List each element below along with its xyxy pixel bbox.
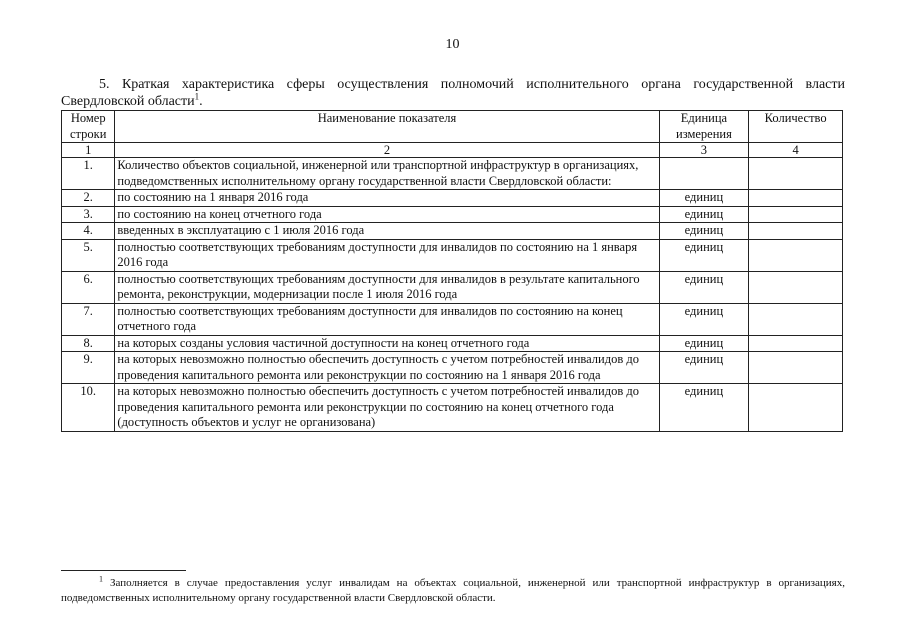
unit-cell: единиц [659,335,749,352]
header-unit: Единица измерения [659,111,749,143]
footnote [61,576,845,606]
unit-cell: единиц [659,352,749,384]
footnote-mark: 1 [99,574,103,584]
quantity-cell[interactable] [749,190,843,207]
section-heading-suffix: . [199,94,203,109]
quantity-cell[interactable] [749,206,843,223]
header-row-number: Номер строки [62,111,115,143]
table-row [62,158,843,190]
indicator-name-cell: полностью соответствующих требованиям доступности для инвалидов в результате капитального ремонта, реконструкции, модернизации после 1 июля 2016 года [115,271,659,303]
table-row [62,335,843,352]
footnote-reference[interactable]: 1 [194,91,200,102]
row-number-cell: 10. [62,384,115,432]
indicators-table [61,110,843,432]
indicator-name-cell: по состоянию на конец отчетного года [115,206,659,223]
quantity-cell[interactable] [749,158,843,190]
table-row [62,223,843,240]
unit-cell: единиц [659,190,749,207]
table-header-row [62,111,843,143]
indicator-name-cell: полностью соответствующих требованиям доступности для инвалидов по состоянию на 1 января 2016 года [115,239,659,271]
unit-cell: единиц [659,223,749,240]
column-number: 3 [659,143,749,158]
row-number-cell: 9. [62,352,115,384]
header-indicator-name: Наименование показателя [115,111,659,143]
column-number: 4 [749,143,843,158]
row-number-cell: 2. [62,190,115,207]
column-number: 2 [115,143,659,158]
table-row [62,190,843,207]
table-row [62,271,843,303]
table-row [62,206,843,223]
indicator-name-cell: на которых невозможно полностью обеспечить доступность с учетом потребностей инвалидов до проведения капитального ремонта или реконструкции по состоянию на 1 января 2016 года [115,352,659,384]
column-number: 1 [62,143,115,158]
unit-cell: единиц [659,206,749,223]
page-number: 10 [445,37,460,52]
indicator-name-cell: на которых невозможно полностью обеспечить доступность с учетом потребностей инвалидов до проведения капитального ремонта или реконструкции по состоянию на конец отчетного года (доступность объектов и услуг не организована) [115,384,659,432]
row-number-cell: 3. [62,206,115,223]
table-row [62,384,843,432]
footnote-text: Заполняется в случае предоставления услуг инвалидам на объектах социальной, инженерной или транспортной инфраструктур в организациях, подведомственных исполнительному органу государственной власти Свердловской области. [61,577,845,604]
header-quantity: Количество [749,111,843,143]
unit-cell: единиц [659,384,749,432]
row-number-cell: 1. [62,158,115,190]
quantity-cell[interactable] [749,384,843,432]
quantity-cell[interactable] [749,335,843,352]
unit-cell: единиц [659,303,749,335]
footnote-divider [61,570,186,571]
unit-cell [659,158,749,190]
row-number-cell: 6. [62,271,115,303]
indicator-name-cell: введенных в эксплуатацию с 1 июля 2016 года [115,223,659,240]
row-number-cell: 5. [62,239,115,271]
section-heading [61,76,845,110]
row-number-cell: 8. [62,335,115,352]
indicator-name-cell: на которых созданы условия частичной доступности на конец отчетного года [115,335,659,352]
table-row [62,303,843,335]
quantity-cell[interactable] [749,352,843,384]
section-heading-text: 5. Краткая характеристика сферы осуществления полномочий исполнительного органа государственной власти Свердловской области [61,77,845,109]
row-number-cell: 4. [62,223,115,240]
table-body [62,143,843,432]
unit-cell: единиц [659,239,749,271]
unit-cell: единиц [659,271,749,303]
indicator-name-cell: полностью соответствующих требованиям доступности для инвалидов по состоянию на конец отчетного года [115,303,659,335]
column-number-row [62,143,843,158]
quantity-cell[interactable] [749,271,843,303]
quantity-cell[interactable] [749,239,843,271]
row-number-cell: 7. [62,303,115,335]
quantity-cell[interactable] [749,303,843,335]
table-row [62,352,843,384]
quantity-cell[interactable] [749,223,843,240]
indicator-name-cell: по состоянию на 1 января 2016 года [115,190,659,207]
indicator-name-cell: Количество объектов социальной, инженерной или транспортной инфраструктур в организациях, подведомственных исполнительному органу государственной власти Свердловской области: [115,158,659,190]
table-row [62,239,843,271]
